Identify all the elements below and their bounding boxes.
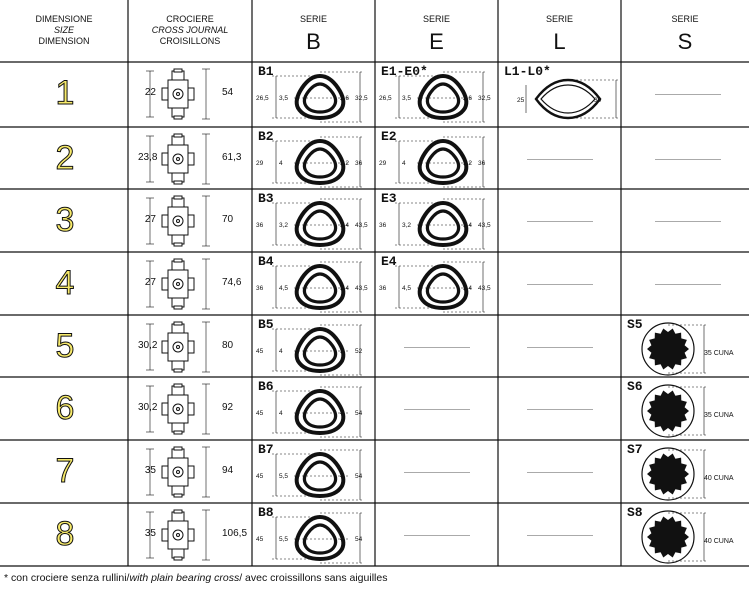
- series-e-dim-right: 32,5: [478, 94, 491, 102]
- series-b-dim-left: 36: [256, 221, 264, 229]
- empty-cell-line: [527, 159, 593, 160]
- header-cross-it: CROCIERE: [166, 14, 214, 24]
- series-b-code: B7: [258, 442, 274, 457]
- header-series-label: SERIE: [422, 14, 450, 24]
- series-l-code: L1-L0*: [504, 64, 551, 79]
- series-e-dim-left: 26,5: [379, 94, 392, 102]
- series-e-dim-inner-r: 3,4: [463, 221, 473, 229]
- header-series-s: [621, 14, 749, 55]
- series-s-code: S5: [627, 317, 643, 332]
- series-b-code: B1: [258, 64, 274, 79]
- series-s-label: 40 CUNA: [704, 474, 734, 482]
- series-e-code: E1-E0*: [381, 64, 428, 79]
- series-s-code: S6: [627, 379, 643, 394]
- series-b-dim-inner: 4,5: [279, 284, 289, 292]
- empty-cell-line: [404, 347, 470, 348]
- series-e-dim-left: 36: [379, 221, 387, 229]
- cross-dim-b: 106,5: [222, 527, 248, 539]
- series-s-code: S7: [627, 442, 643, 457]
- series-e-dim-left: 29: [379, 159, 387, 167]
- cross-dim-b: 74,6: [222, 276, 242, 288]
- cross-dim-a: 22: [144, 86, 156, 98]
- series-s-label: 35 CUNA: [704, 349, 734, 357]
- empty-cell-line: [527, 472, 593, 473]
- series-b-dim-inner-r: 3,2: [340, 159, 350, 167]
- size-number: 5: [55, 326, 75, 365]
- series-b-dim-inner: 3,5: [279, 94, 289, 102]
- series-b-dim-inner-r: 3,4: [340, 284, 350, 292]
- header-series-b: [252, 14, 375, 55]
- series-b-dim-inner: 3,2: [279, 221, 289, 229]
- footnote-it: * con crociere senza rullini/: [4, 572, 130, 584]
- size-number: 2: [55, 138, 75, 177]
- series-s-label: 35 CUNA: [704, 411, 734, 419]
- cross-dim-a: 30,2: [138, 339, 158, 351]
- header-size-it: DIMENSIONE: [35, 14, 93, 24]
- empty-cell-line: [404, 472, 470, 473]
- cross-dim-a: 35: [144, 464, 156, 476]
- series-e-dim-right: 43,5: [478, 284, 491, 292]
- series-e-dim-inner: 4,5: [402, 284, 412, 292]
- header-series-l: [498, 14, 621, 55]
- series-b-dim-left: 45: [256, 409, 264, 417]
- size-number: 4: [55, 263, 75, 302]
- series-e-dim-inner-r: 3,4: [463, 284, 473, 292]
- series-b-dim-right: 54: [355, 409, 363, 417]
- empty-cell-line: [527, 347, 593, 348]
- footnote-en: with plain bearing cross: [129, 572, 240, 584]
- empty-cell-line: [404, 409, 470, 410]
- series-b-code: B4: [258, 254, 274, 269]
- series-b-dim-inner: 4: [279, 347, 283, 355]
- series-b-dim-right: 43,5: [355, 284, 368, 292]
- header-cross-fr: CROISILLONS: [159, 36, 221, 46]
- header-series-label: SERIE: [671, 14, 699, 24]
- series-b-dim-right: 43,5: [355, 221, 368, 229]
- series-b-dim-inner-r: 3: [340, 347, 344, 355]
- cross-dim-a: 27: [144, 213, 156, 225]
- series-b-dim-inner: 4: [279, 159, 283, 167]
- series-b-dim-right: 54: [355, 472, 363, 480]
- empty-cell-line: [655, 284, 721, 285]
- size-number: 6: [55, 388, 75, 427]
- series-e-code: E4: [381, 254, 397, 269]
- series-e-dim-right: 36: [478, 159, 486, 167]
- series-e-dim-inner-r: 3,2: [463, 159, 473, 167]
- series-e-dim-right: 43,5: [478, 221, 491, 229]
- header-cross: [128, 14, 252, 47]
- series-b-dim-inner: 5,5: [279, 472, 289, 480]
- series-e-dim-inner: 3,2: [402, 221, 412, 229]
- empty-cell-line: [655, 159, 721, 160]
- header-size-fr: DIMENSION: [38, 36, 90, 46]
- series-b-dim-inner-r: 2,6: [340, 94, 350, 102]
- series-b-dim-right: 54: [355, 535, 363, 543]
- series-b-code: B3: [258, 191, 274, 206]
- series-b-dim-inner-r: 4: [340, 409, 344, 417]
- series-e-code: E3: [381, 191, 397, 206]
- series-b-dim-inner-r: 4: [340, 472, 344, 480]
- empty-cell-line: [527, 535, 593, 536]
- series-b-dim-right: 32,5: [355, 94, 368, 102]
- series-b-code: B2: [258, 129, 274, 144]
- cross-dim-b: 94: [222, 464, 234, 476]
- cross-dim-a: 30,2: [138, 401, 158, 413]
- size-number: 7: [55, 451, 75, 490]
- cross-dim-b: 80: [222, 339, 234, 351]
- empty-cell-line: [655, 221, 721, 222]
- series-e-dim-inner: 4: [402, 159, 406, 167]
- empty-cell-line: [655, 94, 721, 95]
- empty-cell-line: [527, 284, 593, 285]
- series-e-code: E2: [381, 129, 397, 144]
- footnote-fr: / avec croissillons sans aiguilles: [239, 572, 388, 584]
- size-number: 8: [55, 514, 75, 553]
- cross-dim-b: 54: [222, 86, 234, 98]
- series-b-code: B5: [258, 317, 274, 332]
- series-b-dim-left: 29: [256, 159, 264, 167]
- series-e-dim-inner-r: 2,6: [463, 94, 473, 102]
- series-b-code: B6: [258, 379, 274, 394]
- header-series-letter: L: [553, 29, 566, 54]
- series-b-dim-right: 52: [355, 347, 363, 355]
- cross-dim-b: 92: [222, 401, 234, 413]
- header-cross-en: CROSS JOURNAL: [151, 25, 229, 35]
- series-b-dim-inner: 4: [279, 409, 283, 417]
- header-size-en: SIZE: [53, 25, 74, 35]
- series-e-dim-left: 36: [379, 284, 387, 292]
- cross-dim-a: 27: [144, 276, 156, 288]
- cross-dim-a: 23,8: [138, 151, 158, 163]
- header-series-letter: E: [429, 29, 444, 54]
- empty-cell-line: [404, 535, 470, 536]
- series-b-dim-inner: 5,5: [279, 535, 289, 543]
- series-b-dim-left: 26,5: [256, 94, 269, 102]
- series-b-dim-left: 45: [256, 472, 264, 480]
- empty-cell-line: [527, 221, 593, 222]
- series-b-dim-inner-r: 3,4: [340, 221, 350, 229]
- header-size: [0, 14, 128, 47]
- cross-dim-b: 61,3: [222, 151, 242, 163]
- series-l-dim-right: 30: [594, 96, 602, 104]
- series-b-dim-left: 45: [256, 535, 264, 543]
- series-b-dim-right: 36: [355, 159, 363, 167]
- series-l-dim-left: 25: [517, 96, 525, 104]
- series-b-dim-left: 36: [256, 284, 264, 292]
- cross-dim-b: 70: [222, 213, 234, 225]
- footnote: [4, 572, 387, 584]
- header-series-label: SERIE: [545, 14, 573, 24]
- size-number: 3: [55, 200, 75, 239]
- series-b-dim-left: 45: [256, 347, 264, 355]
- series-e-dim-inner: 3,5: [402, 94, 412, 102]
- header-series-label: SERIE: [299, 14, 327, 24]
- empty-cell-line: [527, 409, 593, 410]
- cross-dim-a: 35: [144, 527, 156, 539]
- series-b-code: B8: [258, 505, 274, 520]
- series-b-dim-inner-r: 4: [340, 535, 344, 543]
- header-series-letter: S: [677, 29, 693, 54]
- series-s-code: S8: [627, 505, 643, 520]
- series-s-label: 40 CUNA: [704, 537, 734, 545]
- header-series-e: [375, 14, 498, 55]
- size-number: 1: [55, 73, 75, 112]
- header-series-letter: B: [306, 29, 321, 54]
